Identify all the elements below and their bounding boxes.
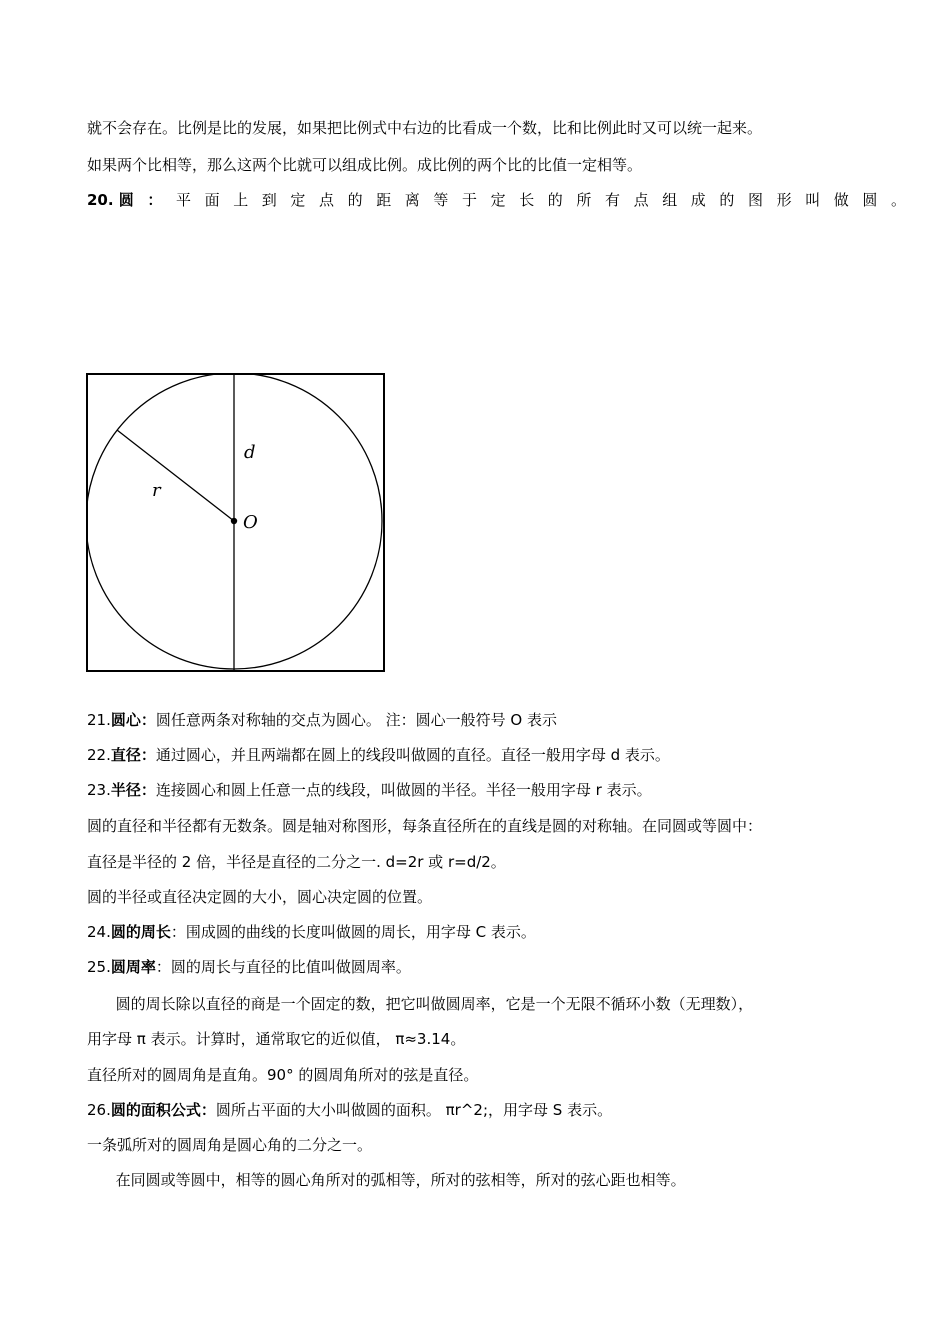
- definition-21-term: 圆心：: [110, 711, 156, 729]
- text-line-7: 圆的直径和半径都有无数条。圆是轴对称图形，每条直径所在的直线是圆的对称轴。在同圆或等圆中：: [87, 817, 763, 835]
- definition-20-number: 20.: [87, 191, 119, 209]
- definition-22-number: 22.: [87, 746, 111, 764]
- definition-26: [87, 1100, 612, 1120]
- definition-24-term: 圆的周长: [110, 923, 171, 941]
- definition-25-term: 圆周率: [110, 958, 156, 976]
- definition-25-number: 25.: [87, 958, 111, 976]
- definition-26-term: 圆的面积公式：: [110, 1101, 216, 1119]
- definition-25: [87, 957, 411, 977]
- text-line-9: 圆的半径或直径决定圆的大小，圆心决定圆的位置。: [87, 888, 433, 906]
- definition-21-text: 圆任意两条对称轴的交点为圆心。 注：圆心一般符号 O 表示: [155, 711, 557, 729]
- definition-22-term: 直径：: [110, 746, 156, 764]
- label-o: O: [243, 512, 258, 533]
- text-line-14: 直径所对的圆周角是直角。90° 的圆周角所对的弦是直径。: [87, 1066, 479, 1084]
- text-line-12: 圆的周长除以直径的商是一个固定的数，把它叫做圆周率，它是一个无限不循环小数（无理数），: [87, 995, 754, 1013]
- definition-22-text: 通过圆心，并且两端都在圆上的线段叫做圆的直径。直径一般用字母 d 表示。: [155, 746, 670, 764]
- text-line-8: 直径是半径的 2 倍，半径是直径的二分之一. d=2r 或 r=d/2。: [87, 853, 506, 871]
- definition-20: [87, 190, 920, 210]
- definition-23-term: 半径：: [110, 781, 156, 799]
- definition-21-number: 21.: [87, 711, 111, 729]
- definition-24: [87, 922, 536, 942]
- text-line-16: 一条弧所对的圆周角是圆心角的二分之一。: [87, 1136, 373, 1154]
- definition-26-number: 26.: [87, 1101, 111, 1119]
- definition-21: [87, 710, 557, 730]
- text-line-2: 如果两个比相等，那么这两个比就可以组成比例。成比例的两个比的比值一定相等。: [87, 156, 643, 174]
- definition-22: [87, 745, 670, 765]
- definition-20-term: 圆：: [118, 191, 176, 209]
- text-line-1: 就不会存在。比例是比的发展，如果把比例式中右边的比看成一个数，比和比例此时又可以统一起来。: [87, 119, 763, 137]
- circle-diagram: [86, 373, 385, 672]
- label-d: d: [244, 442, 256, 463]
- text-line-13: 用字母 π 表示。计算时，通常取它的近似值， π≈3.14。: [87, 1030, 466, 1048]
- definition-25-text: ：圆的周长与直径的比值叫做圆周率。: [155, 958, 411, 976]
- definition-23-number: 23.: [87, 781, 111, 799]
- center-point: [231, 518, 237, 524]
- definition-24-number: 24.: [87, 923, 111, 941]
- definition-23-text: 连接圆心和圆上任意一点的线段，叫做圆的半径。半径一般用字母 r 表示。: [155, 781, 652, 799]
- text-line-17: 在同圆或等圆中，相等的圆心角所对的弧相等，所对的弦相等，所对的弦心距也相等。: [87, 1171, 686, 1189]
- definition-24-text: ：围成圆的曲线的长度叫做圆的周长，用字母 C 表示。: [170, 923, 536, 941]
- definition-23: [87, 780, 652, 800]
- label-r: r: [152, 480, 161, 501]
- definition-20-text: 平面上到定点的距离等于定长的所有点组成的图形叫做圆。: [176, 191, 920, 209]
- definition-26-text: 圆所占平面的大小叫做圆的面积。 πr^2;，用字母 S 表示。: [215, 1101, 613, 1119]
